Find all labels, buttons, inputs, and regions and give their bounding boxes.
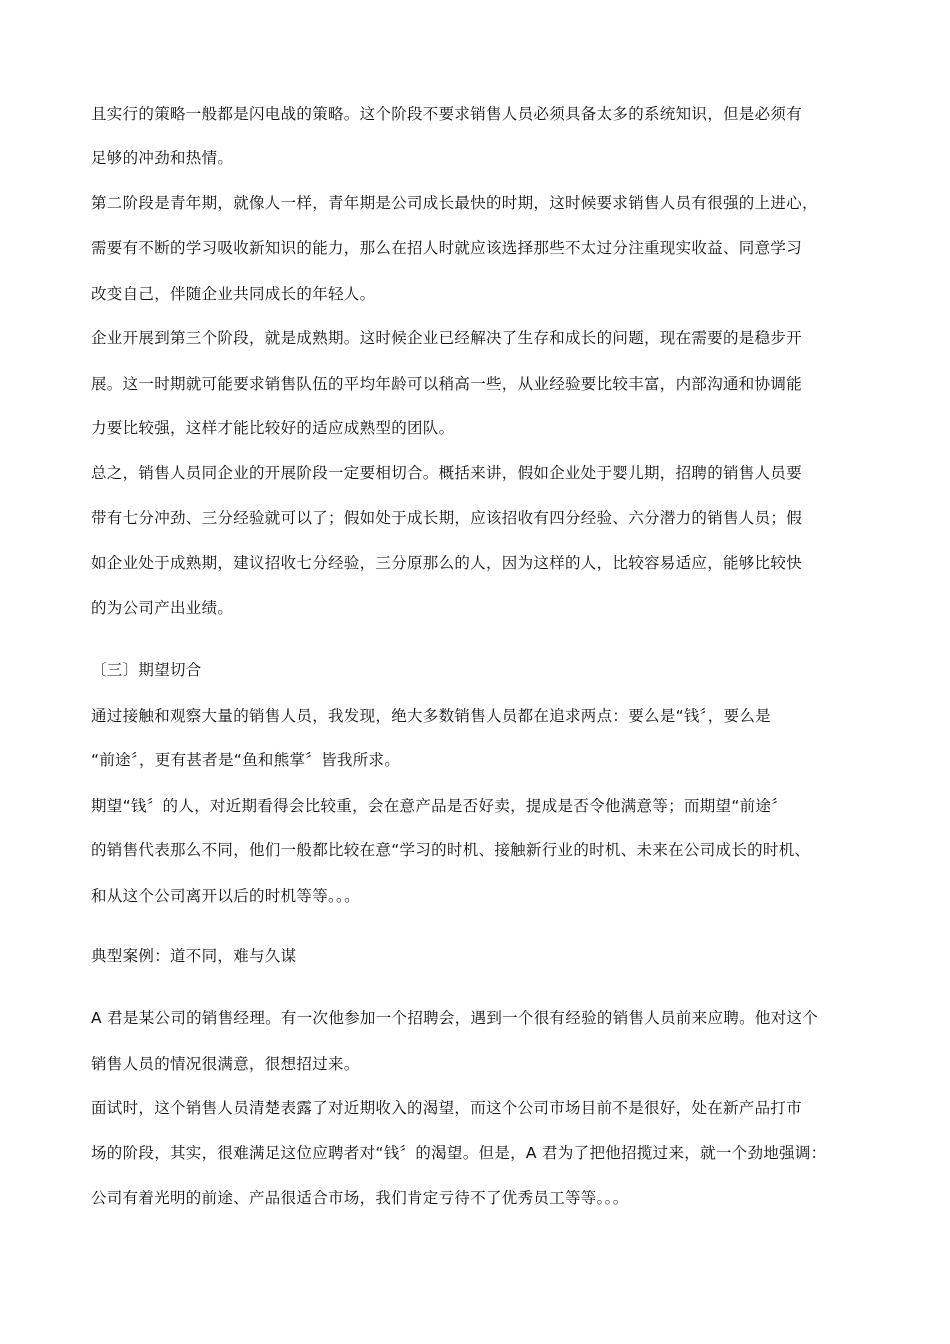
paragraph-line: 力要比较强，这样才能比较好的适应成熟型的团队。 [91, 419, 455, 437]
paragraph-line: 改变自己，伴随企业共同成长的年轻人。 [91, 285, 376, 303]
paragraph-line: 公司有着光明的前途、产品很适合市场，我们肯定亏待不了优秀员工等等。。。 [91, 1189, 629, 1207]
paragraph-line: 第二阶段是青年期，就像人一样，青年期是公司成长最快的时期，这时候要求销售人员有很强的上进心， [91, 194, 818, 212]
paragraph-line: 的为公司产出业绩。 [91, 599, 234, 617]
paragraph-line: 足够的冲劲和热情。 [91, 149, 234, 167]
paragraph-line: 带有七分冲劲、三分经验就可以了；假如处于成长期，应该招收有四分经验、六分潜力的销售人员；假 [91, 509, 803, 527]
paragraph-line: A 君是某公司的销售经理。有一次他参加一个招聘会，遇到一个很有经验的销售人员前来应聘。他对这个 [91, 1009, 819, 1027]
paragraph-line: 面试时，这个销售人员清楚表露了对近期收入的渴望，而这个公司市场目前不是很好，处在新产品打市 [91, 1099, 803, 1117]
paragraph-line: 场的阶段，其实，很难满足这位应聘者对“钱〞的渴望。但是，A 君为了把他招揽过来，就一个劲地强调： [91, 1144, 827, 1162]
paragraph-line: 如企业处于成熟期，建议招收七分经验，三分原那么的人，因为这样的人，比较容易适应，能够比较快 [91, 554, 803, 572]
paragraph-line: 需要有不断的学习吸收新知识的能力，那么在招人时就应该选择那些不太过分注重现实收益、同意学习 [91, 239, 803, 257]
case-heading: 典型案例：道不同，难与久谋 [91, 947, 297, 965]
paragraph-line: 展。这一时期就可能要求销售队伍的平均年龄可以稍高一些，从业经验要比较丰富，内部沟通和协调能 [91, 375, 803, 393]
paragraph-line: 期望“钱〞的人，对近期看得会比较重，会在意产品是否好卖，提成是否令他满意等；而期望“前途〞 [91, 797, 788, 815]
paragraph-line: “前途〞，更有甚者是“鱼和熊掌〞皆我所求。 [91, 751, 401, 769]
paragraph-line: 通过接触和观察大量的销售人员，我发现，绝大多数销售人员都在追求两点：要么是“钱〞，要么是 [91, 707, 771, 725]
paragraph-line: 且实行的策略一般都是闪电战的策略。这个阶段不要求销售人员必须具备太多的系统知识，但是必须有 [91, 105, 803, 123]
paragraph-line: 企业开展到第三个阶段，就是成熟期。这时候企业已经解决了生存和成长的问题，现在需要的是稳步开 [91, 329, 803, 347]
paragraph-line: 和从这个公司离开以后的时机等等。。。 [91, 887, 360, 905]
section-heading: 〔三〕期望切合 [91, 661, 202, 679]
paragraph-line: 总之，销售人员同企业的开展阶段一定要相切合。概括来讲，假如企业处于婴儿期，招聘的销售人员要 [91, 464, 803, 482]
paragraph-line: 的销售代表那么不同，他们一般都比较在意“学习的时机、接触新行业的时机、未来在公司成长的时机、 [91, 841, 811, 859]
paragraph-line: 销售人员的情况很满意，很想招过来。 [91, 1055, 360, 1073]
